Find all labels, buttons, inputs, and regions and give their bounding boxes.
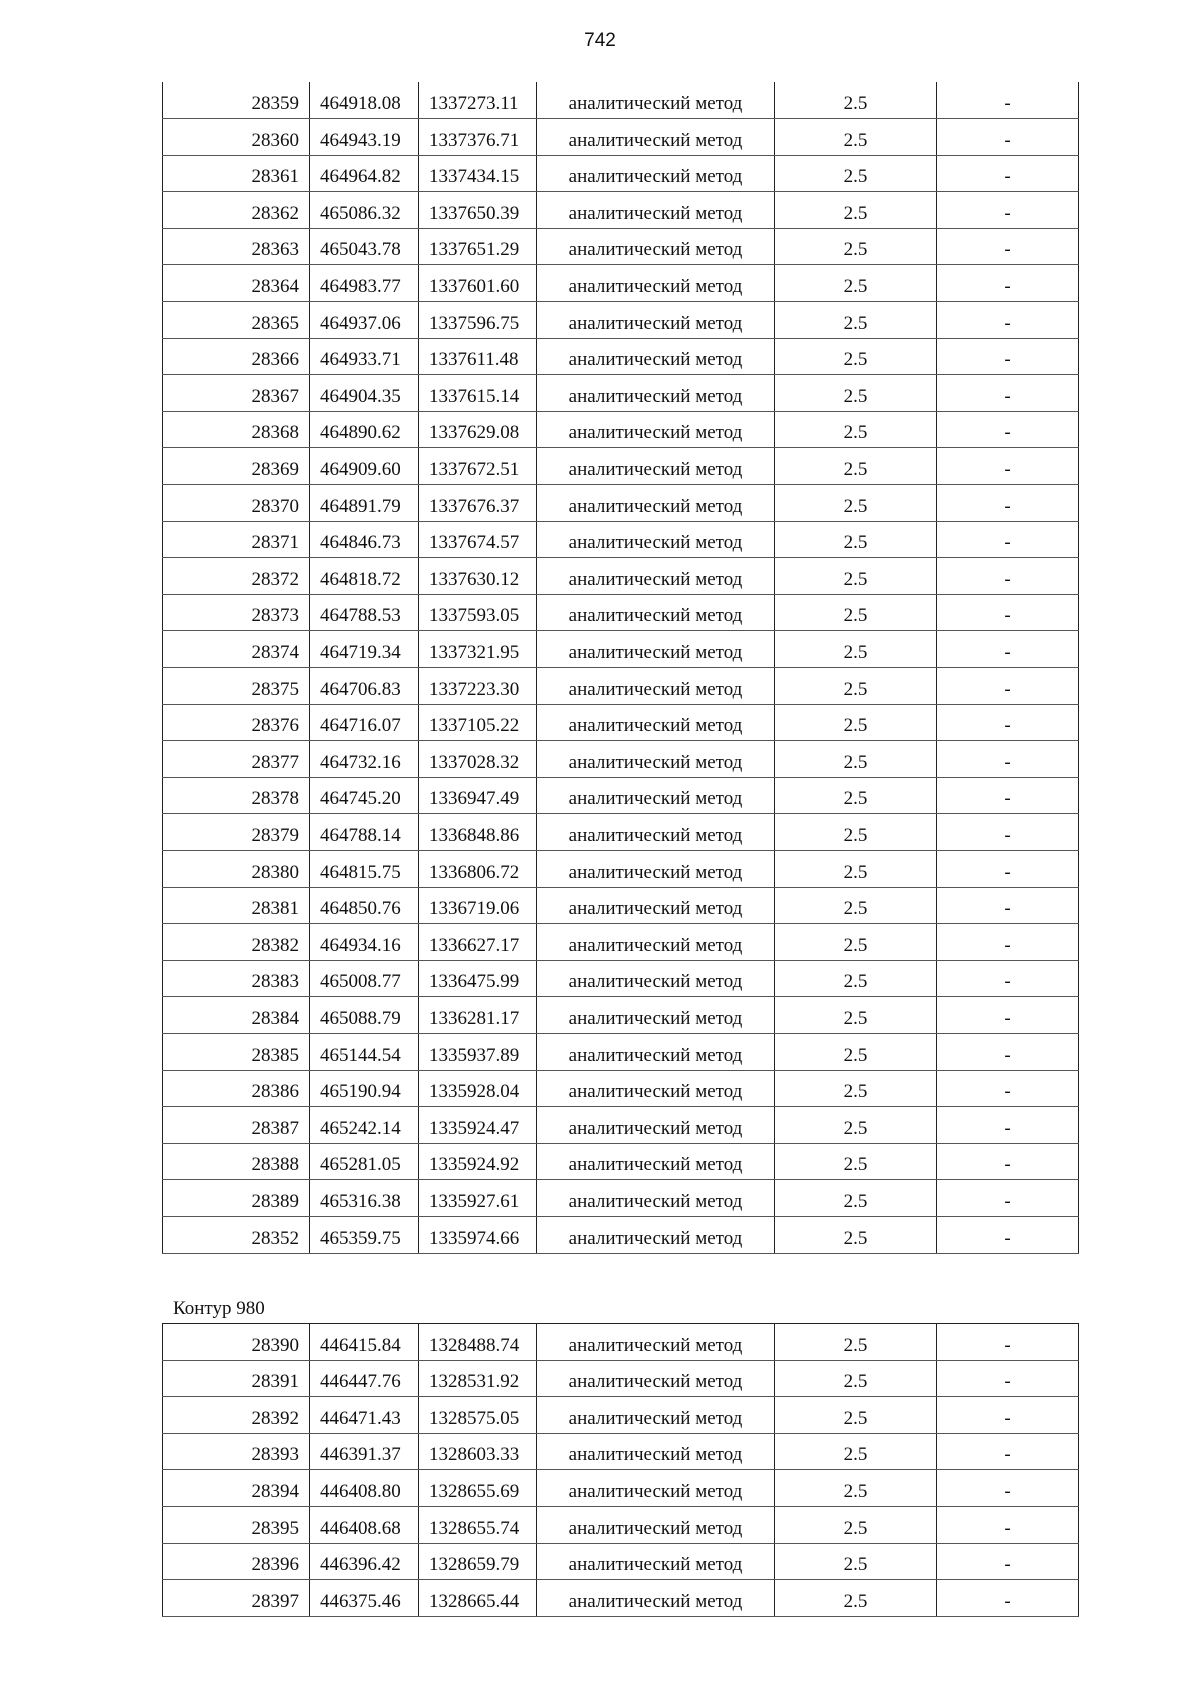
table-row (163, 668, 1079, 705)
method-cell: аналитический метод (537, 1033, 775, 1070)
method-cell: аналитический метод (537, 1324, 775, 1361)
method-cell: аналитический метод (537, 924, 775, 961)
method-cell: аналитический метод (537, 1506, 775, 1543)
y-coordinate-cell: 1337321.95 (419, 631, 537, 668)
x-coordinate-cell: 446471.43 (310, 1397, 419, 1434)
accuracy-cell: 2.5 (775, 485, 937, 522)
method-cell: аналитический метод (537, 192, 775, 229)
note-cell: - (937, 741, 1079, 778)
note-cell: - (937, 1180, 1079, 1217)
point-number-cell: 28360 (163, 119, 310, 156)
point-number-cell: 28397 (163, 1580, 310, 1617)
accuracy-cell: 2.5 (775, 1433, 937, 1470)
point-number-cell: 28389 (163, 1180, 310, 1217)
point-number-cell: 28379 (163, 814, 310, 851)
note-cell: - (937, 594, 1079, 631)
note-cell: - (937, 887, 1079, 924)
table-row (163, 302, 1079, 339)
y-coordinate-cell: 1336281.17 (419, 997, 537, 1034)
note-cell: - (937, 960, 1079, 997)
table-row (163, 521, 1079, 558)
point-number-cell: 28366 (163, 338, 310, 375)
x-coordinate-cell: 465088.79 (310, 997, 419, 1034)
note-cell: - (937, 119, 1079, 156)
point-number-cell: 28375 (163, 668, 310, 705)
table-row (163, 228, 1079, 265)
accuracy-cell: 2.5 (775, 375, 937, 412)
x-coordinate-cell: 465008.77 (310, 960, 419, 997)
note-cell: - (937, 1360, 1079, 1397)
accuracy-cell: 2.5 (775, 1580, 937, 1617)
point-number-cell: 28376 (163, 704, 310, 741)
y-coordinate-cell: 1337273.11 (419, 82, 537, 119)
x-coordinate-cell: 446408.80 (310, 1470, 419, 1507)
table-row (163, 411, 1079, 448)
method-cell: аналитический метод (537, 1216, 775, 1253)
table-row (163, 1107, 1079, 1144)
note-cell: - (937, 375, 1079, 412)
x-coordinate-cell: 446408.68 (310, 1506, 419, 1543)
note-cell: - (937, 1543, 1079, 1580)
method-cell: аналитический метод (537, 155, 775, 192)
note-cell: - (937, 1107, 1079, 1144)
table-row (163, 558, 1079, 595)
y-coordinate-cell: 1337651.29 (419, 228, 537, 265)
method-cell: аналитический метод (537, 228, 775, 265)
x-coordinate-cell: 446396.42 (310, 1543, 419, 1580)
contour-title: Контур 980 (173, 1298, 265, 1319)
page-number: 742 (584, 30, 616, 51)
y-coordinate-cell: 1335937.89 (419, 1033, 537, 1070)
table-row (163, 631, 1079, 668)
table-row (163, 997, 1079, 1034)
x-coordinate-cell: 464918.08 (310, 82, 419, 119)
y-coordinate-cell: 1337629.08 (419, 411, 537, 448)
method-cell: аналитический метод (537, 1397, 775, 1434)
y-coordinate-cell: 1337650.39 (419, 192, 537, 229)
y-coordinate-cell: 1336947.49 (419, 777, 537, 814)
point-number-cell: 28386 (163, 1070, 310, 1107)
x-coordinate-cell: 446415.84 (310, 1324, 419, 1361)
note-cell: - (937, 704, 1079, 741)
method-cell: аналитический метод (537, 1360, 775, 1397)
accuracy-cell: 2.5 (775, 887, 937, 924)
point-number-cell: 28390 (163, 1324, 310, 1361)
note-cell: - (937, 1033, 1079, 1070)
table-row (163, 485, 1079, 522)
x-coordinate-cell: 464933.71 (310, 338, 419, 375)
point-number-cell: 28361 (163, 155, 310, 192)
accuracy-cell: 2.5 (775, 448, 937, 485)
note-cell: - (937, 1580, 1079, 1617)
method-cell: аналитический метод (537, 887, 775, 924)
accuracy-cell: 2.5 (775, 192, 937, 229)
point-number-cell: 28396 (163, 1543, 310, 1580)
accuracy-cell: 2.5 (775, 228, 937, 265)
point-number-cell: 28364 (163, 265, 310, 302)
note-cell: - (937, 338, 1079, 375)
x-coordinate-cell: 464983.77 (310, 265, 419, 302)
table-row (163, 1033, 1079, 1070)
point-number-cell: 28368 (163, 411, 310, 448)
point-number-cell: 28394 (163, 1470, 310, 1507)
table-row (163, 1143, 1079, 1180)
point-number-cell: 28388 (163, 1143, 310, 1180)
y-coordinate-cell: 1337611.48 (419, 338, 537, 375)
table-row (163, 448, 1079, 485)
accuracy-cell: 2.5 (775, 521, 937, 558)
point-number-cell: 28395 (163, 1506, 310, 1543)
y-coordinate-cell: 1337596.75 (419, 302, 537, 339)
method-cell: аналитический метод (537, 997, 775, 1034)
accuracy-cell: 2.5 (775, 1506, 937, 1543)
note-cell: - (937, 155, 1079, 192)
method-cell: аналитический метод (537, 119, 775, 156)
method-cell: аналитический метод (537, 1180, 775, 1217)
accuracy-cell: 2.5 (775, 1033, 937, 1070)
table-row (163, 1324, 1079, 1361)
accuracy-cell: 2.5 (775, 338, 937, 375)
x-coordinate-cell: 465359.75 (310, 1216, 419, 1253)
accuracy-cell: 2.5 (775, 1470, 937, 1507)
note-cell: - (937, 668, 1079, 705)
y-coordinate-cell: 1328575.05 (419, 1397, 537, 1434)
table-row (163, 265, 1079, 302)
point-number-cell: 28391 (163, 1360, 310, 1397)
method-cell: аналитический метод (537, 558, 775, 595)
point-number-cell: 28382 (163, 924, 310, 961)
y-coordinate-cell: 1337630.12 (419, 558, 537, 595)
accuracy-cell: 2.5 (775, 155, 937, 192)
x-coordinate-cell: 465242.14 (310, 1107, 419, 1144)
accuracy-cell: 2.5 (775, 850, 937, 887)
note-cell: - (937, 924, 1079, 961)
accuracy-cell: 2.5 (775, 777, 937, 814)
table-row (163, 924, 1079, 961)
x-coordinate-cell: 464891.79 (310, 485, 419, 522)
note-cell: - (937, 1216, 1079, 1253)
method-cell: аналитический метод (537, 1070, 775, 1107)
x-coordinate-cell: 465316.38 (310, 1180, 419, 1217)
table-row (163, 1470, 1079, 1507)
table-row (163, 1580, 1079, 1617)
x-coordinate-cell: 465144.54 (310, 1033, 419, 1070)
y-coordinate-cell: 1337676.37 (419, 485, 537, 522)
table-row (163, 741, 1079, 778)
table-row (163, 192, 1079, 229)
y-coordinate-cell: 1337105.22 (419, 704, 537, 741)
note-cell: - (937, 1470, 1079, 1507)
table-row (163, 814, 1079, 851)
method-cell: аналитический метод (537, 375, 775, 412)
y-coordinate-cell: 1335924.92 (419, 1143, 537, 1180)
method-cell: аналитический метод (537, 814, 775, 851)
note-cell: - (937, 302, 1079, 339)
y-coordinate-cell: 1335924.47 (419, 1107, 537, 1144)
x-coordinate-cell: 465043.78 (310, 228, 419, 265)
method-cell: аналитический метод (537, 850, 775, 887)
method-cell: аналитический метод (537, 594, 775, 631)
method-cell: аналитический метод (537, 521, 775, 558)
note-cell: - (937, 1397, 1079, 1434)
accuracy-cell: 2.5 (775, 1543, 937, 1580)
point-number-cell: 28371 (163, 521, 310, 558)
y-coordinate-cell: 1337672.51 (419, 448, 537, 485)
accuracy-cell: 2.5 (775, 924, 937, 961)
method-cell: аналитический метод (537, 338, 775, 375)
method-cell: аналитический метод (537, 777, 775, 814)
method-cell: аналитический метод (537, 448, 775, 485)
x-coordinate-cell: 446375.46 (310, 1580, 419, 1617)
accuracy-cell: 2.5 (775, 411, 937, 448)
note-cell: - (937, 558, 1079, 595)
contour-980-table (162, 1323, 1079, 1617)
y-coordinate-cell: 1336848.86 (419, 814, 537, 851)
point-number-cell: 28359 (163, 82, 310, 119)
note-cell: - (937, 997, 1079, 1034)
y-coordinate-cell: 1328659.79 (419, 1543, 537, 1580)
point-number-cell: 28385 (163, 1033, 310, 1070)
note-cell: - (937, 485, 1079, 522)
accuracy-cell: 2.5 (775, 1216, 937, 1253)
y-coordinate-cell: 1335928.04 (419, 1070, 537, 1107)
method-cell: аналитический метод (537, 302, 775, 339)
point-number-cell: 28363 (163, 228, 310, 265)
accuracy-cell: 2.5 (775, 1360, 937, 1397)
x-coordinate-cell: 464815.75 (310, 850, 419, 887)
note-cell: - (937, 631, 1079, 668)
table-row (163, 594, 1079, 631)
table-row (163, 1433, 1079, 1470)
method-cell: аналитический метод (537, 704, 775, 741)
method-cell: аналитический метод (537, 741, 775, 778)
point-number-cell: 28381 (163, 887, 310, 924)
accuracy-cell: 2.5 (775, 594, 937, 631)
note-cell: - (937, 1070, 1079, 1107)
x-coordinate-cell: 464890.62 (310, 411, 419, 448)
accuracy-cell: 2.5 (775, 82, 937, 119)
method-cell: аналитический метод (537, 1143, 775, 1180)
accuracy-cell: 2.5 (775, 668, 937, 705)
y-coordinate-cell: 1335927.61 (419, 1180, 537, 1217)
point-number-cell: 28392 (163, 1397, 310, 1434)
point-number-cell: 28373 (163, 594, 310, 631)
point-number-cell: 28370 (163, 485, 310, 522)
note-cell: - (937, 777, 1079, 814)
accuracy-cell: 2.5 (775, 1107, 937, 1144)
coordinates-table (162, 82, 1079, 1254)
table-row (163, 119, 1079, 156)
accuracy-cell: 2.5 (775, 741, 937, 778)
table-row (163, 1506, 1079, 1543)
y-coordinate-cell: 1336719.06 (419, 887, 537, 924)
point-number-cell: 28374 (163, 631, 310, 668)
x-coordinate-cell: 464850.76 (310, 887, 419, 924)
accuracy-cell: 2.5 (775, 1180, 937, 1217)
point-number-cell: 28393 (163, 1433, 310, 1470)
point-number-cell: 28378 (163, 777, 310, 814)
note-cell: - (937, 1506, 1079, 1543)
table-row (163, 1216, 1079, 1253)
method-cell: аналитический метод (537, 82, 775, 119)
table-row (163, 1070, 1079, 1107)
x-coordinate-cell: 464706.83 (310, 668, 419, 705)
x-coordinate-cell: 465190.94 (310, 1070, 419, 1107)
y-coordinate-cell: 1336806.72 (419, 850, 537, 887)
x-coordinate-cell: 464937.06 (310, 302, 419, 339)
table-row (163, 1180, 1079, 1217)
x-coordinate-cell: 446391.37 (310, 1433, 419, 1470)
note-cell: - (937, 1324, 1079, 1361)
method-cell: аналитический метод (537, 265, 775, 302)
x-coordinate-cell: 464846.73 (310, 521, 419, 558)
accuracy-cell: 2.5 (775, 1143, 937, 1180)
y-coordinate-cell: 1336475.99 (419, 960, 537, 997)
accuracy-cell: 2.5 (775, 265, 937, 302)
point-number-cell: 28362 (163, 192, 310, 229)
x-coordinate-cell: 464943.19 (310, 119, 419, 156)
method-cell: аналитический метод (537, 411, 775, 448)
table-row (163, 1543, 1079, 1580)
table-row (163, 1397, 1079, 1434)
x-coordinate-cell: 464788.14 (310, 814, 419, 851)
point-number-cell: 28365 (163, 302, 310, 339)
point-number-cell: 28352 (163, 1216, 310, 1253)
note-cell: - (937, 521, 1079, 558)
x-coordinate-cell: 464934.16 (310, 924, 419, 961)
point-number-cell: 28384 (163, 997, 310, 1034)
note-cell: - (937, 1433, 1079, 1470)
y-coordinate-cell: 1328665.44 (419, 1580, 537, 1617)
y-coordinate-cell: 1337434.15 (419, 155, 537, 192)
y-coordinate-cell: 1337028.32 (419, 741, 537, 778)
y-coordinate-cell: 1337376.71 (419, 119, 537, 156)
note-cell: - (937, 228, 1079, 265)
x-coordinate-cell: 464719.34 (310, 631, 419, 668)
accuracy-cell: 2.5 (775, 631, 937, 668)
point-number-cell: 28372 (163, 558, 310, 595)
accuracy-cell: 2.5 (775, 960, 937, 997)
note-cell: - (937, 192, 1079, 229)
x-coordinate-cell: 464909.60 (310, 448, 419, 485)
y-coordinate-cell: 1337593.05 (419, 594, 537, 631)
table-row (163, 887, 1079, 924)
y-coordinate-cell: 1328488.74 (419, 1324, 537, 1361)
table-row (163, 82, 1079, 119)
table-row (163, 155, 1079, 192)
y-coordinate-cell: 1336627.17 (419, 924, 537, 961)
note-cell: - (937, 82, 1079, 119)
note-cell: - (937, 448, 1079, 485)
point-number-cell: 28367 (163, 375, 310, 412)
y-coordinate-cell: 1328603.33 (419, 1433, 537, 1470)
point-number-cell: 28377 (163, 741, 310, 778)
x-coordinate-cell: 446447.76 (310, 1360, 419, 1397)
y-coordinate-cell: 1328531.92 (419, 1360, 537, 1397)
table-row (163, 704, 1079, 741)
method-cell: аналитический метод (537, 1107, 775, 1144)
method-cell: аналитический метод (537, 631, 775, 668)
method-cell: аналитический метод (537, 960, 775, 997)
table-row (163, 338, 1079, 375)
accuracy-cell: 2.5 (775, 558, 937, 595)
y-coordinate-cell: 1335974.66 (419, 1216, 537, 1253)
x-coordinate-cell: 464964.82 (310, 155, 419, 192)
x-coordinate-cell: 464716.07 (310, 704, 419, 741)
coordinates-table-body (163, 82, 1079, 1253)
note-cell: - (937, 1143, 1079, 1180)
accuracy-cell: 2.5 (775, 704, 937, 741)
contour-980-table-body (163, 1324, 1079, 1617)
table-row (163, 777, 1079, 814)
x-coordinate-cell: 464818.72 (310, 558, 419, 595)
accuracy-cell: 2.5 (775, 814, 937, 851)
y-coordinate-cell: 1328655.69 (419, 1470, 537, 1507)
x-coordinate-cell: 464745.20 (310, 777, 419, 814)
point-number-cell: 28383 (163, 960, 310, 997)
table-row (163, 960, 1079, 997)
x-coordinate-cell: 464904.35 (310, 375, 419, 412)
y-coordinate-cell: 1337615.14 (419, 375, 537, 412)
accuracy-cell: 2.5 (775, 1070, 937, 1107)
method-cell: аналитический метод (537, 1470, 775, 1507)
x-coordinate-cell: 465086.32 (310, 192, 419, 229)
accuracy-cell: 2.5 (775, 1397, 937, 1434)
table-row (163, 375, 1079, 412)
method-cell: аналитический метод (537, 668, 775, 705)
point-number-cell: 28380 (163, 850, 310, 887)
accuracy-cell: 2.5 (775, 302, 937, 339)
accuracy-cell: 2.5 (775, 997, 937, 1034)
method-cell: аналитический метод (537, 485, 775, 522)
note-cell: - (937, 850, 1079, 887)
note-cell: - (937, 411, 1079, 448)
x-coordinate-cell: 464788.53 (310, 594, 419, 631)
x-coordinate-cell: 465281.05 (310, 1143, 419, 1180)
method-cell: аналитический метод (537, 1433, 775, 1470)
note-cell: - (937, 814, 1079, 851)
table-row (163, 850, 1079, 887)
y-coordinate-cell: 1328655.74 (419, 1506, 537, 1543)
accuracy-cell: 2.5 (775, 1324, 937, 1361)
x-coordinate-cell: 464732.16 (310, 741, 419, 778)
y-coordinate-cell: 1337674.57 (419, 521, 537, 558)
point-number-cell: 28369 (163, 448, 310, 485)
table-row (163, 1360, 1079, 1397)
y-coordinate-cell: 1337223.30 (419, 668, 537, 705)
note-cell: - (937, 265, 1079, 302)
method-cell: аналитический метод (537, 1543, 775, 1580)
point-number-cell: 28387 (163, 1107, 310, 1144)
method-cell: аналитический метод (537, 1580, 775, 1617)
accuracy-cell: 2.5 (775, 119, 937, 156)
y-coordinate-cell: 1337601.60 (419, 265, 537, 302)
